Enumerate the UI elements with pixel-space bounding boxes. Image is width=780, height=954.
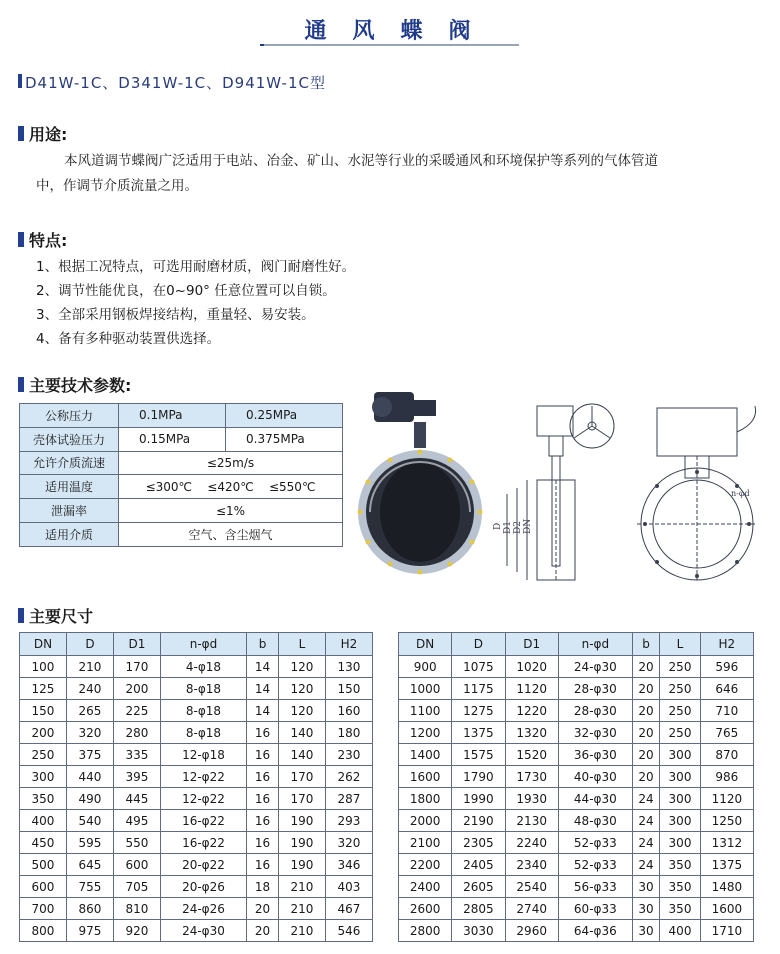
gearbox-front-icon [657, 408, 737, 456]
param-value: ≤1% [119, 499, 343, 523]
table-row [20, 722, 373, 744]
model-text: D41W-1C、D341W-1C、D941W-1C型 [25, 74, 326, 92]
hole-label: n-φd [731, 489, 750, 498]
table-cell: 320 [325, 832, 372, 854]
table-cell: 24 [632, 788, 660, 810]
table-cell: 16-φ22 [160, 810, 246, 832]
section-marker-icon [18, 608, 24, 623]
table-cell: 20 [247, 920, 279, 942]
table-cell: 30 [632, 898, 660, 920]
table-cell: 1520 [505, 744, 558, 766]
table-cell: 64-φ36 [558, 920, 632, 942]
table-cell: 1312 [700, 832, 753, 854]
table-row [20, 678, 373, 700]
table-cell: 1730 [505, 766, 558, 788]
table-cell: 975 [66, 920, 113, 942]
table-cell: 300 [660, 810, 700, 832]
table-cell: 8-φ18 [160, 700, 246, 722]
table-row [399, 810, 754, 832]
table-row [20, 854, 373, 876]
column-header: L [660, 633, 700, 656]
table-cell: 1320 [505, 722, 558, 744]
table-cell: 48-φ30 [558, 810, 632, 832]
table-row [20, 744, 373, 766]
gearbox-icon [537, 406, 573, 436]
table-cell: 395 [113, 766, 160, 788]
table-row [20, 898, 373, 920]
table-cell: 1275 [452, 700, 505, 722]
params-heading: 主要技术参数: [18, 373, 131, 396]
table-row [399, 700, 754, 722]
param-value: 空气、含尘烟气 [119, 522, 343, 546]
table-cell: 440 [66, 766, 113, 788]
param-value: 0.375MPa [226, 427, 343, 451]
table-cell: 2600 [399, 898, 452, 920]
column-header: b [632, 633, 660, 656]
dim-label: D1 [503, 521, 513, 534]
param-label: 允许介质流速 [20, 451, 119, 475]
param-label: 公称压力 [20, 404, 119, 428]
table-cell: 705 [113, 876, 160, 898]
table-row [20, 499, 343, 523]
table-cell: 550 [113, 832, 160, 854]
column-header: D [452, 633, 505, 656]
table-cell: 400 [20, 810, 67, 832]
table-cell: 350 [20, 788, 67, 810]
table-cell: 160 [325, 700, 372, 722]
dimensions-table-1 [19, 632, 373, 942]
table-cell: 150 [325, 678, 372, 700]
param-value: ≤300℃ [145, 479, 193, 494]
table-cell: 595 [66, 832, 113, 854]
table-cell: 280 [113, 722, 160, 744]
table-cell: 250 [20, 744, 67, 766]
param-label: 壳体试验压力 [20, 427, 119, 451]
table-cell: 250 [660, 722, 700, 744]
table-cell: 14 [247, 678, 279, 700]
table-cell: 900 [399, 656, 452, 678]
table-row [399, 832, 754, 854]
table-cell: 24 [632, 854, 660, 876]
table-cell: 596 [700, 656, 753, 678]
table-cell: 24-φ26 [160, 898, 246, 920]
table-cell: 1175 [452, 678, 505, 700]
table-cell: 190 [279, 810, 326, 832]
feature-item: 3、全部采用钢板焊接结构，重量轻、易安装。 [36, 307, 315, 323]
table-cell: 300 [660, 788, 700, 810]
table-row [20, 404, 343, 428]
table-cell: 170 [279, 766, 326, 788]
feature-item: 2、调节性能优良，在0~90° 任意位置可以自锁。 [36, 283, 336, 299]
table-cell: 400 [660, 920, 700, 942]
table-cell: 2000 [399, 810, 452, 832]
table-cell: 2340 [505, 854, 558, 876]
table-cell: 20 [632, 722, 660, 744]
params-table [19, 403, 343, 547]
table-cell: 24 [632, 810, 660, 832]
table-cell: 986 [700, 766, 753, 788]
table-cell: 2305 [452, 832, 505, 854]
table-cell: 32-φ30 [558, 722, 632, 744]
usage-text [36, 149, 658, 199]
table-row [20, 700, 373, 722]
table-cell: 210 [279, 876, 326, 898]
table-cell: 16 [247, 854, 279, 876]
table-cell: 265 [66, 700, 113, 722]
table-cell: 20-φ22 [160, 854, 246, 876]
table-cell: 24-φ30 [558, 656, 632, 678]
table-cell: 870 [700, 744, 753, 766]
table-cell: 645 [66, 854, 113, 876]
table-cell: 56-φ33 [558, 876, 632, 898]
param-value: 0.15MPa [119, 427, 226, 451]
section-marker-icon [18, 74, 22, 88]
table-cell: 20 [247, 898, 279, 920]
valve-photo [352, 382, 492, 582]
table-cell: 20 [632, 656, 660, 678]
table-cell: 120 [279, 678, 326, 700]
table-cell: 350 [660, 898, 700, 920]
table-cell: 300 [660, 744, 700, 766]
table-cell: 16 [247, 788, 279, 810]
table-cell: 335 [113, 744, 160, 766]
table-cell: 150 [20, 700, 67, 722]
feature-item: 4、备有多种驱动装置供选择。 [36, 331, 221, 347]
table-row [20, 475, 343, 499]
table-row [20, 832, 373, 854]
table-cell: 14 [247, 700, 279, 722]
table-cell: 140 [279, 722, 326, 744]
table-cell: 2540 [505, 876, 558, 898]
table-cell: 1000 [399, 678, 452, 700]
table-cell: 1790 [452, 766, 505, 788]
table-row [20, 788, 373, 810]
table-cell: 350 [660, 876, 700, 898]
table-cell: 14 [247, 656, 279, 678]
valve-stem-icon [414, 422, 426, 448]
table-row [399, 766, 754, 788]
table-cell: 44-φ30 [558, 788, 632, 810]
table-cell: 860 [66, 898, 113, 920]
param-value: ≤550℃ [268, 479, 316, 494]
table-cell: 2240 [505, 832, 558, 854]
table-header-row [20, 633, 373, 656]
table-cell: 28-φ30 [558, 678, 632, 700]
features-heading: 特点: [18, 228, 67, 251]
table-cell: 125 [20, 678, 67, 700]
table-row [399, 722, 754, 744]
table-cell: 1600 [700, 898, 753, 920]
column-header: n-φd [558, 633, 632, 656]
table-row [399, 854, 754, 876]
table-cell: 300 [660, 766, 700, 788]
table-row [20, 451, 343, 475]
section-marker-icon [18, 232, 24, 247]
table-cell: 16 [247, 722, 279, 744]
table-cell: 1990 [452, 788, 505, 810]
column-header: DN [20, 633, 67, 656]
table-cell: 170 [113, 656, 160, 678]
column-header: b [247, 633, 279, 656]
table-cell: 1600 [399, 766, 452, 788]
column-header: H2 [325, 633, 372, 656]
table-cell: 2190 [452, 810, 505, 832]
table-cell: 16-φ22 [160, 832, 246, 854]
table-row [20, 810, 373, 832]
table-cell: 16 [247, 766, 279, 788]
column-header: H2 [700, 633, 753, 656]
table-row [20, 920, 373, 942]
table-cell: 1100 [399, 700, 452, 722]
table-row [399, 678, 754, 700]
table-cell: 2405 [452, 854, 505, 876]
param-value-group [119, 475, 343, 499]
table-cell: 30 [632, 920, 660, 942]
table-cell: 1800 [399, 788, 452, 810]
usage-line-1: 本风道调节蝶阀广泛适用于电站、冶金、矿山、水泥等行业的采暖通风和环境保护等系列的气体管道 [64, 153, 658, 169]
table-cell: 2960 [505, 920, 558, 942]
table-cell: 500 [20, 854, 67, 876]
table-row [20, 427, 343, 451]
dimensions-table-2 [398, 632, 754, 942]
table-cell: 28-φ30 [558, 700, 632, 722]
column-header: DN [399, 633, 452, 656]
table-cell: 300 [20, 766, 67, 788]
table-cell: 20 [632, 700, 660, 722]
table-cell: 52-φ33 [558, 854, 632, 876]
table-cell: 24 [632, 832, 660, 854]
table-cell: 287 [325, 788, 372, 810]
table-cell: 230 [325, 744, 372, 766]
table-cell: 300 [660, 832, 700, 854]
table-cell: 445 [113, 788, 160, 810]
table-cell: 24-φ30 [160, 920, 246, 942]
valve-drawing [493, 402, 767, 584]
column-header: D [66, 633, 113, 656]
table-cell: 1575 [452, 744, 505, 766]
param-value: 0.25MPa [226, 404, 343, 428]
table-cell: 403 [325, 876, 372, 898]
table-row [399, 744, 754, 766]
param-value: 0.1MPa [119, 404, 226, 428]
table-cell: 210 [279, 898, 326, 920]
column-header: L [279, 633, 326, 656]
table-cell: 1930 [505, 788, 558, 810]
table-cell: 2200 [399, 854, 452, 876]
table-cell: 810 [113, 898, 160, 920]
table-row [399, 920, 754, 942]
table-cell: 190 [279, 832, 326, 854]
table-cell: 200 [113, 678, 160, 700]
table-cell: 130 [325, 656, 372, 678]
table-cell: 1200 [399, 722, 452, 744]
table-cell: 1120 [505, 678, 558, 700]
table-row [20, 656, 373, 678]
table-cell: 18 [247, 876, 279, 898]
table-cell: 210 [279, 920, 326, 942]
table-row [20, 522, 343, 546]
table-cell: 8-φ18 [160, 678, 246, 700]
table-cell: 12-φ22 [160, 788, 246, 810]
table-cell: 2100 [399, 832, 452, 854]
table-cell: 800 [20, 920, 67, 942]
table-cell: 240 [66, 678, 113, 700]
table-cell: 646 [700, 678, 753, 700]
table-cell: 180 [325, 722, 372, 744]
dim-label: D [493, 522, 503, 530]
table-cell: 2130 [505, 810, 558, 832]
table-cell: 540 [66, 810, 113, 832]
table-cell: 346 [325, 854, 372, 876]
usage-line-2: 中，作调节介质流量之用。 [36, 178, 198, 194]
column-header: n-φd [160, 633, 246, 656]
table-cell: 8-φ18 [160, 722, 246, 744]
dim-label: DN [523, 518, 533, 534]
table-row [20, 766, 373, 788]
column-header: D1 [505, 633, 558, 656]
table-cell: 1020 [505, 656, 558, 678]
table-cell: 120 [279, 656, 326, 678]
table-cell: 467 [325, 898, 372, 920]
table-row [399, 788, 754, 810]
param-value: ≤25m/s [119, 451, 343, 475]
table-cell: 293 [325, 810, 372, 832]
table-cell: 4-φ18 [160, 656, 246, 678]
table-cell: 755 [66, 876, 113, 898]
table-cell: 20 [632, 678, 660, 700]
table-cell: 1400 [399, 744, 452, 766]
table-cell: 2800 [399, 920, 452, 942]
table-cell: 490 [66, 788, 113, 810]
table-cell: 16 [247, 832, 279, 854]
table-cell: 52-φ33 [558, 832, 632, 854]
table-cell: 20 [632, 766, 660, 788]
table-cell: 3030 [452, 920, 505, 942]
table-row [399, 898, 754, 920]
table-cell: 765 [700, 722, 753, 744]
table-cell: 250 [660, 678, 700, 700]
table-cell: 140 [279, 744, 326, 766]
table-cell: 1375 [452, 722, 505, 744]
table-cell: 710 [700, 700, 753, 722]
param-label: 适用温度 [20, 475, 119, 499]
table-cell: 495 [113, 810, 160, 832]
table-cell: 12-φ18 [160, 744, 246, 766]
table-cell: 250 [660, 656, 700, 678]
table-cell: 2400 [399, 876, 452, 898]
table-cell: 546 [325, 920, 372, 942]
table-cell: 20-φ26 [160, 876, 246, 898]
table-cell: 16 [247, 810, 279, 832]
table-cell: 120 [279, 700, 326, 722]
table-cell: 1710 [700, 920, 753, 942]
table-cell: 600 [20, 876, 67, 898]
table-cell: 100 [20, 656, 67, 678]
table-cell: 225 [113, 700, 160, 722]
table-cell: 40-φ30 [558, 766, 632, 788]
table-cell: 262 [325, 766, 372, 788]
table-cell: 200 [20, 722, 67, 744]
table-cell: 320 [66, 722, 113, 744]
table-cell: 1120 [700, 788, 753, 810]
usage-heading: 用途: [18, 122, 67, 145]
table-row [399, 876, 754, 898]
table-cell: 1480 [700, 876, 753, 898]
table-cell: 250 [660, 700, 700, 722]
table-row [399, 656, 754, 678]
param-label: 泄漏率 [20, 499, 119, 523]
table-cell: 2805 [452, 898, 505, 920]
table-cell: 920 [113, 920, 160, 942]
column-header: D1 [113, 633, 160, 656]
feature-item: 1、根据工况特点，可选用耐磨材质，阀门耐磨性好。 [36, 259, 356, 275]
table-cell: 2740 [505, 898, 558, 920]
table-cell: 1250 [700, 810, 753, 832]
table-cell: 375 [66, 744, 113, 766]
table-cell: 1220 [505, 700, 558, 722]
table-cell: 170 [279, 788, 326, 810]
table-cell: 190 [279, 854, 326, 876]
section-marker-icon [18, 377, 24, 392]
table-cell: 60-φ33 [558, 898, 632, 920]
dim-label: D2 [513, 521, 523, 534]
table-header-row [399, 633, 754, 656]
table-cell: 16 [247, 744, 279, 766]
page-title: 通风蝶阀 [260, 14, 515, 46]
table-row [20, 876, 373, 898]
table-cell: 700 [20, 898, 67, 920]
section-marker-icon [18, 126, 24, 141]
table-cell: 210 [66, 656, 113, 678]
table-cell: 36-φ30 [558, 744, 632, 766]
table-cell: 30 [632, 876, 660, 898]
valve-disc-icon [380, 462, 460, 562]
table-cell: 20 [632, 744, 660, 766]
param-value: ≤420℃ [207, 479, 254, 494]
table-cell: 1075 [452, 656, 505, 678]
title-underline-shadow [264, 44, 519, 46]
table-cell: 600 [113, 854, 160, 876]
table-cell: 2605 [452, 876, 505, 898]
model-line [18, 72, 326, 93]
table-cell: 1375 [700, 854, 753, 876]
param-label: 适用介质 [20, 522, 119, 546]
table-cell: 12-φ22 [160, 766, 246, 788]
table-cell: 450 [20, 832, 67, 854]
dimensions-heading: 主要尺寸 [18, 604, 93, 627]
table-cell: 350 [660, 854, 700, 876]
